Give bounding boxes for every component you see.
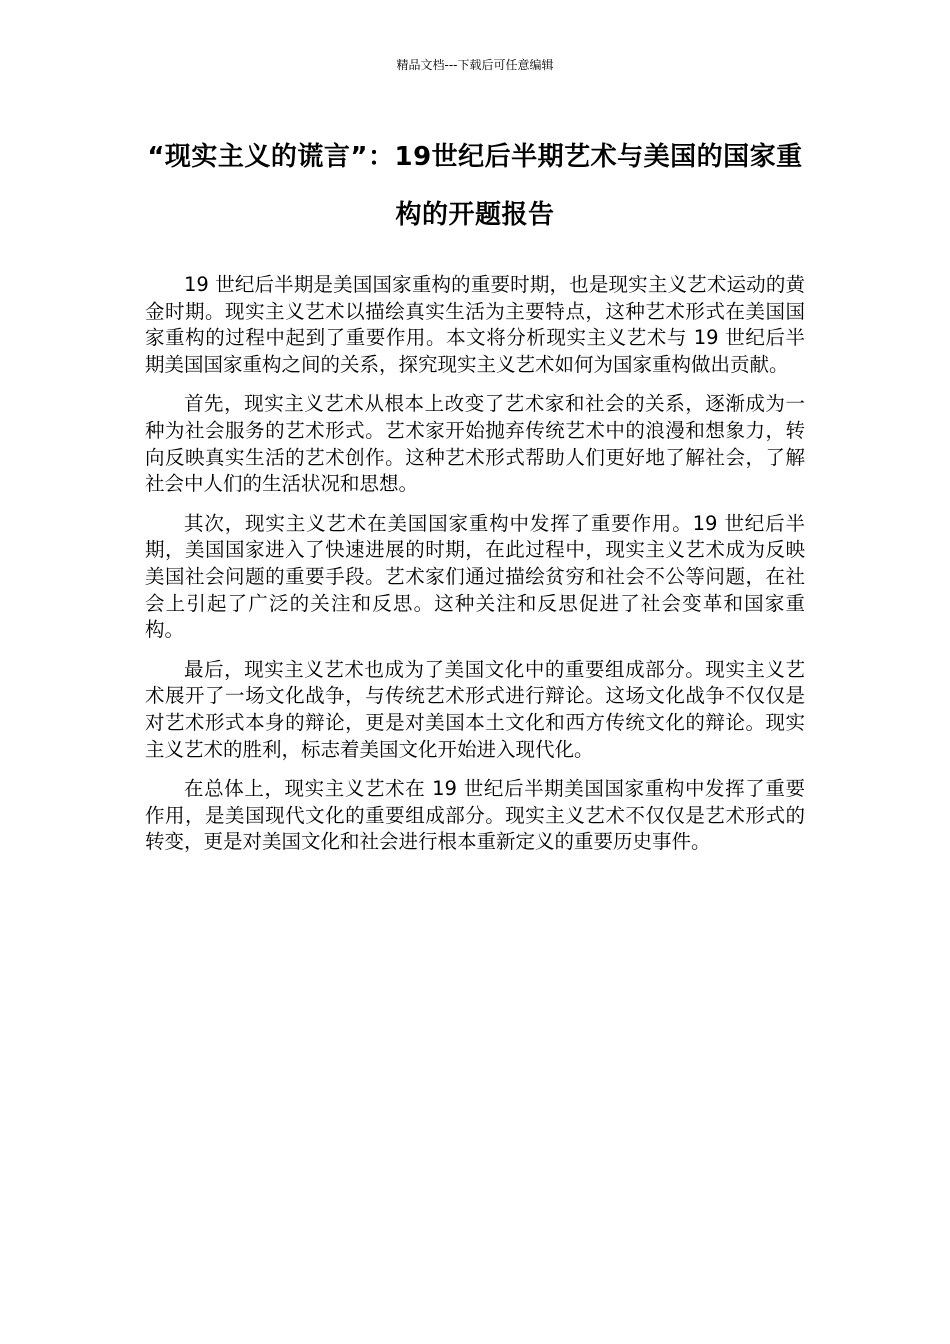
paragraph: 在总体上，现实主义艺术在 19 世纪后半期美国国家重构中发挥了重要作用，是美国现代文化的重要组成部分。现实主义艺术不仅仅是艺术形式的转变，更是对美国文化和社会进行根本重新定义的重要历史事件。 bbox=[145, 777, 805, 854]
paragraph: 其次，现实主义艺术在美国国家重构中发挥了重要作用。19 世纪后半期，美国国家进入了快速进展的时期，在此过程中，现实主义艺术成为反映美国社会问题的重要手段。艺术家们通过描绘贫穷和社会不公等问题，在社会上引起了广泛的关注和反思。这种关注和反思促进了社会变革和国家重构。 bbox=[145, 511, 805, 642]
paragraph: 最后，现实主义艺术也成为了美国文化中的重要组成部分。现实主义艺术展开了一场文化战争，与传统艺术形式进行辩论。这场文化战争不仅仅是对艺术形式本身的辩论，更是对美国本土文化和西方传统文化的辩论。现实主义艺术的胜利，标志着美国文化开始进入现代化。 bbox=[145, 657, 805, 761]
page-header: 精品文档---下载后可任意编辑 bbox=[396, 58, 554, 72]
paragraph: 19 世纪后半期是美国国家重构的重要时期，也是现实主义艺术运动的黄金时期。现实主义艺术以描绘真实生活为主要特点，这种艺术形式在美国国家重构的过程中起到了重要作用。本文将分析现实主义艺术与 19 世纪后半期美国国家重构之间的关系，探究现实主义艺术如何为国家重构做出贡献。 bbox=[145, 273, 805, 376]
document-title: “现实主义的谎言”：19世纪后半期艺术与美国的国家重构的开题报告 bbox=[147, 142, 803, 230]
paragraph: 首先，现实主义艺术从根本上改变了艺术家和社会的关系，逐渐成为一种为社会服务的艺术形式。艺术家开始抛弃传统艺术中的浪漫和想象力，转向反映真实生活的艺术创作。这种艺术形式帮助人们更好地了解社会，了解社会中人们的生活状况和思想。 bbox=[145, 392, 805, 496]
document-body bbox=[145, 272, 805, 869]
